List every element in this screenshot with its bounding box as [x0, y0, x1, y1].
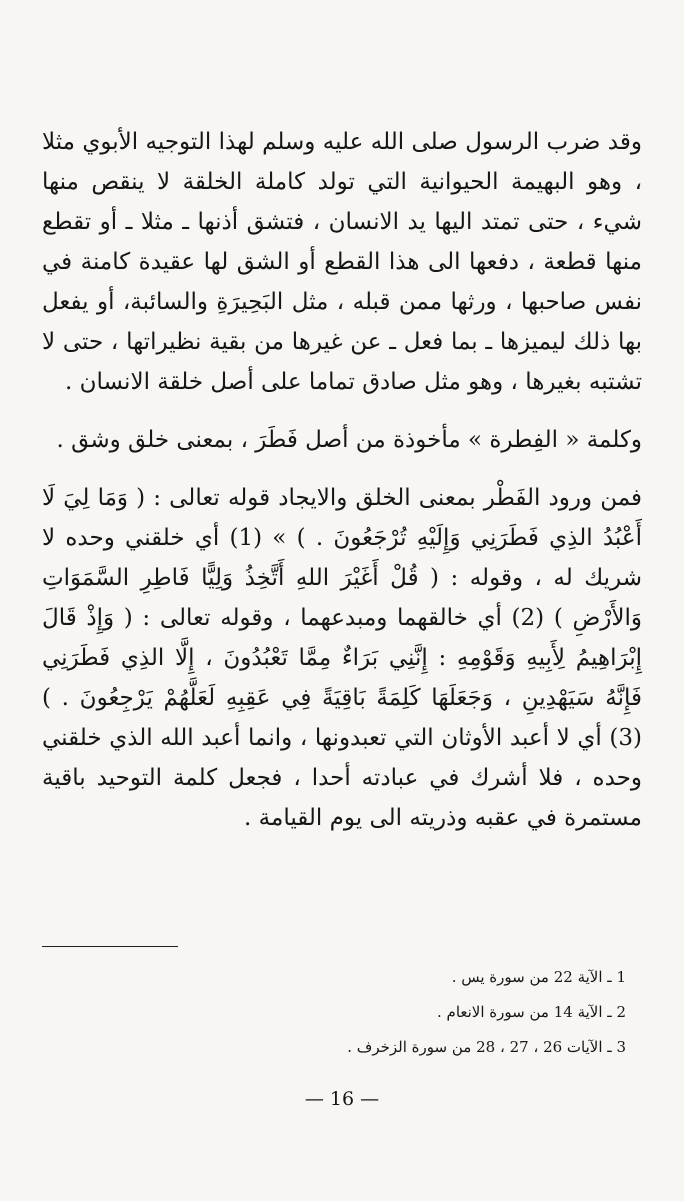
footnote: 3 ـ الآيات 26 ، 27 ، 28 من سورة الزخرف . — [347, 1038, 626, 1056]
page-number: — 16 — — [304, 1088, 380, 1110]
page-body — [42, 122, 642, 838]
paragraph: وكلمة « الفِطرة » مأخوذة من أصل فَطَرَ ، بمعنى خلق وشق . — [56, 427, 642, 453]
footnote: 2 ـ الآية 14 من سورة الانعام . — [437, 1003, 626, 1021]
footnotes — [42, 960, 626, 1065]
footnote-divider — [42, 946, 178, 947]
paragraph: فمن ورود الفَطْر بمعنى الخلق والايجاد قوله تعالى : ( وَمَا لِيَ لَا أَعْبُدُ الذِي فَطَرَنِي وَإِلَيْهِ تُرْجَعُونَ . ) » (1) أي خلقني وحده لا شريك له ، وقوله : ( قُلْ أَغَيْرَ اللهِ أَتَّخِذُ وَلِيًّا فَاطِرِ السَّمَوَاتِ وَالأَرْضِ ) (2) أي خالقهما ومبدعهما ، وقوله تعالى : ( وَإِذْ قَالَ إِبْرَاهِيمُ لِأَبِيهِ وَقَوْمِهِ : إِنَّنِي بَرَاءٌ مِمَّا تَعْبُدُونَ ، إِلَّا الذِي فَطَرَنِي فَإِنَّهُ سَيَهْدِينِ ، وَجَعَلَهَا كَلِمَةً بَاقِيَةً فِي عَقِبِهِ لَعَلَّهُمْ يَرْجِعُونَ . ) (3) أي لا أعبد الأوثان التي تعبدونها ، وانما أعبد الله الذي خلقني وحده ، فلا أشرك في عبادته أحدا ، فجعل كلمة التوحيد باقية مستمرة في عقبه وذريته الى يوم القيامة . — [42, 485, 642, 831]
paragraph: وقد ضرب الرسول صلى الله عليه وسلم لهذا التوجيه الأبوي مثلا ، وهو البهيمة الحيوانية التي تولد كاملة الخلقة لا ينقص منها شيء ، حتى تمتد اليها يد الانسان ، فتشق أذنها ـ مثلا ـ أو تقطع منها قطعة ، دفعها الى هذا القطع أو الشق لها عقيدة كامنة في نفس صاحبها ، ورثها ممن قبله ، مثل البَحِيرَةِ والسائبة، أو يفعل بها ذلك ليميزها ـ بما فعل ـ عن غيرها من بقية نظيراتها ، حتى لا تشتبه بغيرها ، وهو مثل صادق تماما على أصل خلقة الانسان . — [42, 129, 642, 395]
footnote: 1 ـ الآية 22 من سورة يس . — [451, 968, 626, 986]
